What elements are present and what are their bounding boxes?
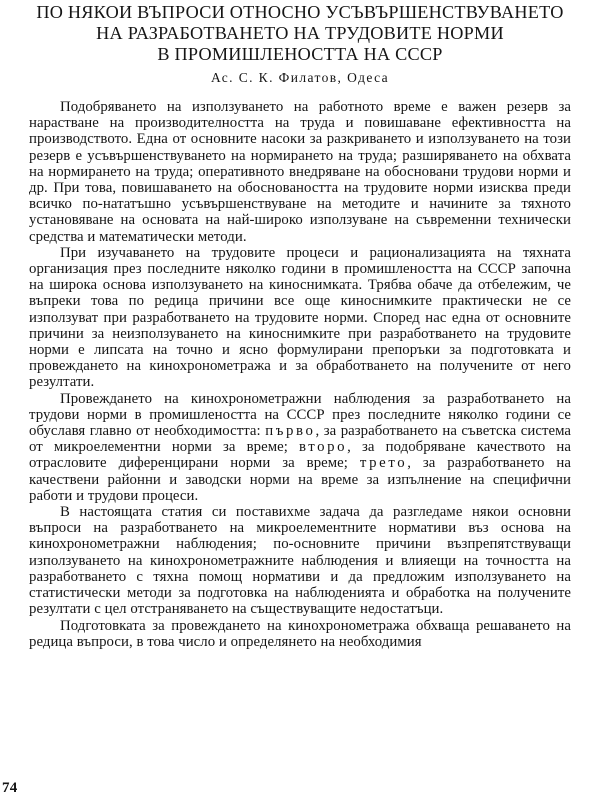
enumeration-third-text: , за разработването на качествени районни и заводски норми на време за изпълнение на специфични работи и трудови процеси. — [29, 455, 572, 504]
article-title — [8, 2, 592, 64]
enumeration-first: първо — [265, 423, 316, 440]
title-line-2: НА РАЗРАБОТВАНЕТО НА ТРУДОВИТЕ НОРМИ — [96, 22, 504, 43]
enumeration-second-text: , за подобряване качеството на отрасловите диференцирани норми за време; — [29, 439, 572, 472]
paragraph-4: В настоящата статия си поставихме задача да разгледаме някои основни въпроси на разработването на микроелементните нормативи въз основа на кинохронометражни наблюдения; по-основните причини възпрепятствуващи използуването на кинохронометражните наблюдения и влияещи на точността на разработването с тяхна помощ нормативи и да предложим използуването на статистически методи за подготовка на наблюденията и обработка на получените резултати с цел отстраняването на съществуващите недостатъци. — [29, 504, 571, 618]
paragraph-3-intro: Провеждането на кинохронометражни наблюдения за разработването на трудови норми в промишлеността на СССР през последните няколко години се обуславя главно от необходимостта: — [29, 390, 571, 440]
article-body — [29, 99, 571, 650]
enumeration-first-text: , за разработването на съветска система от микроелементни норми за време; — [29, 423, 572, 456]
title-line-1: ПО НЯКОИ ВЪПРОСИ ОТНОСНО УСЪВЪРШЕНСТВУВАНЕТО — [36, 2, 564, 22]
title-line-3: В ПРОМИШЛЕНОСТТА НА СССР — [157, 43, 443, 64]
author-line: Ас. С. К. Филатов, Одеса — [210, 70, 390, 85]
enumeration-second: второ — [299, 439, 348, 456]
paragraph-5: Подготовката за провеждането на кинохронометража обхваща решаването на редица въпроси, в това число и определянето на необходимия — [29, 617, 571, 650]
enumeration-third: трето — [359, 455, 408, 472]
paragraph-3 — [29, 391, 571, 504]
page-number: 74 — [2, 780, 18, 796]
paragraph-2: При изучаването на трудовите процеси и рационализацията на тяхната организация през последните няколко години в промишлеността на СССР започна на широка основа използуването на киноснимката. Трябва обаче да отбележим, че въпреки това по редица причини все още киноснимките практически не се използуват при разработването на трудовите норми. Според нас една от основните причини за неизползуването на киноснимките при разработването на трудовите норми е липсата на точно и ясно формулирани препоръки за подготовката и провеждането на кинохронометража и за обработването на получените от него резултати. — [29, 244, 571, 391]
paragraph-1: Подобряването на използуването на работното време е важен резерв за нарастване на производителността на труда и повишаване ефективността на производството. Една от основните насоки за разкриването и използуването на този резерв е усъвършенствуването на нормирането на труда; разширяването на обхвата на нормирането на труда; оперативното внедряване на обосновани трудови норми и др. При това, повишаването на обосноваността на трудовите норми изисква преди всичко по-нататъшно усъвършенствуване на методите и начините за тяхното установяване на основата на най-широко използуване на съвременни технически средства и математически методи. — [29, 99, 571, 245]
